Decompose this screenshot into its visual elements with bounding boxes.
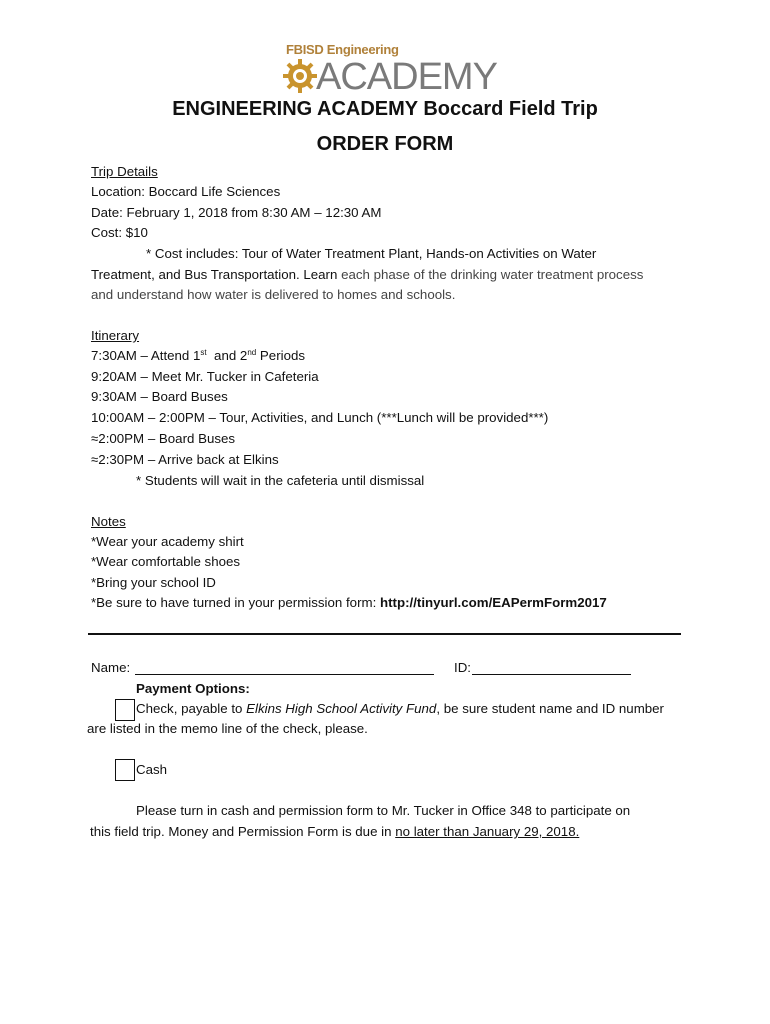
closing-text: this field trip. Money and Permission Form is due in [90, 824, 396, 839]
note-item: *Wear comfortable shoes [91, 554, 241, 569]
itinerary-item: ≈2:30PM – Arrive back at Elkins [91, 452, 279, 467]
cost-note-line3: and understand how water is delivered to homes and schools. [91, 287, 456, 302]
permission-note-text: *Be sure to have turned in your permission form: [91, 595, 380, 610]
itinerary-item: 10:00AM – 2:00PM – Tour, Activities, and Lunch (***Lunch will be provided***) [91, 410, 549, 425]
permission-form-link[interactable]: http://tinyurl.com/EAPermForm2017 [379, 595, 607, 610]
itinerary-heading: Itinerary [91, 328, 140, 343]
gear-icon [282, 58, 318, 94]
academy-logo [282, 42, 497, 98]
itinerary-sup-st: st [200, 348, 207, 357]
cost-note-line2-b: each phase of the drinking water treatment process [341, 267, 644, 282]
id-field[interactable] [472, 674, 631, 675]
itinerary-item [91, 347, 305, 365]
page-subtitle: ORDER FORM [316, 133, 454, 155]
itinerary-line1-b: and 2 [206, 348, 248, 363]
cash-payment-checkbox[interactable] [115, 759, 135, 781]
cost-note-line1: * Cost includes: Tour of Water Treatment Plant, Hands-on Activities on Water [146, 246, 597, 261]
itinerary-item: 9:30AM – Board Buses [91, 389, 228, 404]
due-date: no later than January 29, 2018. [395, 824, 580, 839]
page-title: ENGINEERING ACADEMY Boccard Field Trip [172, 98, 598, 120]
closing-instructions-line1: Please turn in cash and permission form to Mr. Tucker in Office 348 to participate on [136, 803, 631, 818]
trip-location: Location: Boccard Life Sciences [91, 184, 281, 199]
check-payment-checkbox[interactable] [115, 699, 135, 721]
itinerary-item: 9:20AM – Meet Mr. Tucker in Cafeteria [91, 369, 319, 384]
check-payment-label-line2: are listed in the memo line of the check, please. [87, 721, 368, 736]
id-label: ID: [454, 660, 471, 675]
itinerary-dismissal-note: * Students will wait in the cafeteria until dismissal [136, 473, 425, 488]
trip-details-heading: Trip Details [91, 164, 158, 179]
logo-wordmark: ACADEMY [316, 56, 497, 98]
cost-note-line2 [91, 266, 643, 284]
name-field[interactable] [135, 674, 434, 675]
cost-note-line2-a: Treatment, and Bus Transportation. Learn [91, 267, 342, 282]
check-payee: Elkins High School Activity Fund [246, 701, 437, 716]
itinerary-line1-a: 7:30AM – Attend 1 [91, 348, 201, 363]
section-divider [88, 633, 681, 635]
cash-payment-label: Cash [136, 762, 168, 777]
check-text-b: , be sure student name and ID number [436, 701, 664, 716]
trip-date: Date: February 1, 2018 from 8:30 AM – 12:30 AM [91, 205, 382, 220]
note-item [91, 594, 607, 612]
itinerary-sup-nd: nd [247, 348, 257, 357]
note-item: *Wear your academy shirt [91, 534, 244, 549]
name-label: Name: [91, 660, 131, 675]
closing-instructions-line2 [90, 823, 579, 841]
check-payment-label [136, 700, 664, 718]
note-item: *Bring your school ID [91, 575, 216, 590]
trip-cost: Cost: $10 [91, 225, 148, 240]
logo-top-text: FBISD Engineering [286, 42, 399, 57]
payment-options-heading: Payment Options: [136, 681, 250, 696]
itinerary-item: ≈2:00PM – Board Buses [91, 431, 236, 446]
notes-heading: Notes [91, 514, 126, 529]
check-text-a: Check, payable to [136, 701, 247, 716]
itinerary-line1-c: Periods [256, 348, 306, 363]
